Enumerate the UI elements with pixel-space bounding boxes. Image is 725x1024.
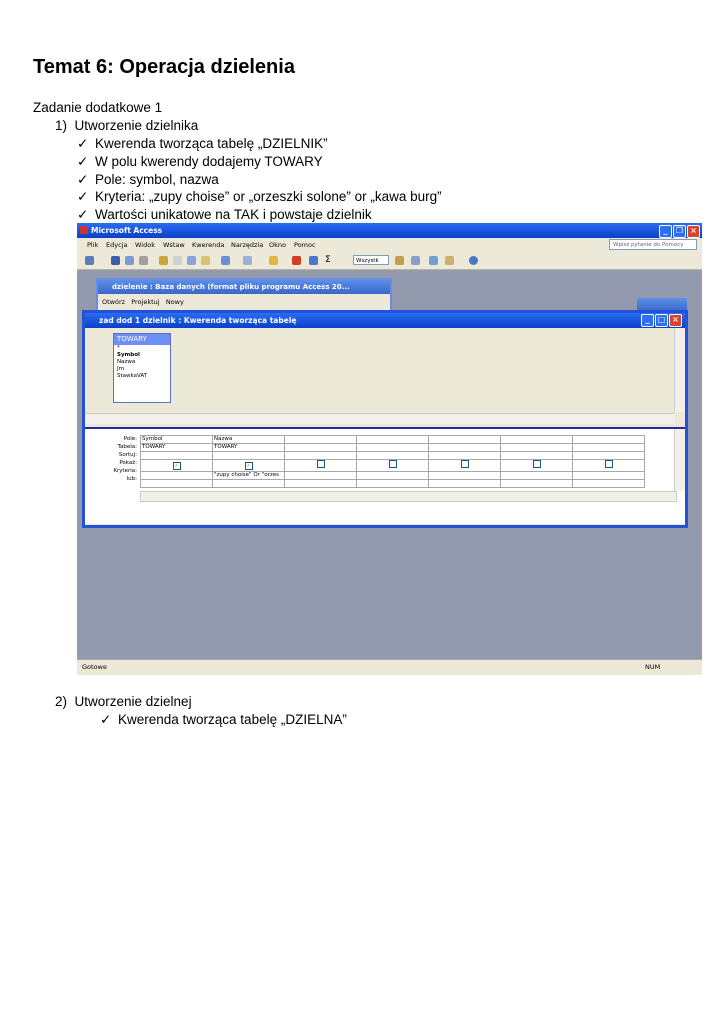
paste-icon[interactable] [201,256,210,265]
grid-cell[interactable]: Symbol [141,436,213,444]
show-cell [573,460,645,472]
top-values-combo[interactable]: Wszystk [353,255,389,265]
grid-cell[interactable]: "zupy choise" Or "orzes [213,472,285,480]
query-window-title: zad dod 1 dzielnik : Kwerenda tworząca tabelę [99,316,297,325]
access-screenshot [77,223,702,675]
app-title: Microsoft Access [91,226,163,235]
grid-cell[interactable] [357,444,429,452]
step-1-heading: 1) Utworzenie dzielnika [55,118,199,133]
print-icon[interactable] [125,256,134,265]
show-table-icon[interactable] [309,256,318,265]
menu-narzedzia[interactable]: Narzędzia [231,241,264,249]
design-grid [140,435,645,488]
grid-hscroll[interactable] [140,491,677,502]
field-jm[interactable]: Jm [117,366,124,372]
label-pole: Pole: [123,436,137,442]
toolbar [77,252,702,270]
table-towary[interactable] [113,333,171,403]
undo-icon[interactable] [221,256,230,265]
menu-plik[interactable]: Plik [87,241,99,249]
new-button[interactable]: Nowy [165,298,184,306]
table-pane-hscroll[interactable] [85,413,675,424]
show-cell [357,460,429,472]
grid-cell[interactable] [501,436,573,444]
label-pokaz: Pokaż: [119,460,137,466]
redo-icon[interactable] [243,256,252,265]
grid-cell[interactable] [573,436,645,444]
check-icon: ✓ [77,154,89,169]
show-checkbox[interactable] [389,460,397,468]
grid-cell[interactable] [501,480,573,488]
grid-cell[interactable] [141,452,213,460]
label-sortuj: Sortuj: [118,452,137,458]
step1-item-3: ✓ Kryteria: „zupy choise” or „orzeszki solone” or „kawa burg” [77,189,442,204]
field-stawkavat[interactable]: StawkaVAT [117,373,148,379]
grid-cell[interactable] [501,444,573,452]
preview-icon[interactable] [139,256,148,265]
menu-edycja[interactable]: Edycja [106,241,128,249]
menu-kwerenda[interactable]: Kwerenda [192,241,225,249]
grid-cell[interactable] [357,472,429,480]
field-nazwa[interactable]: Nazwa [117,359,136,365]
menu-widok[interactable]: Widok [135,241,155,249]
num-lock-indicator: NUM [645,663,661,671]
show-checkbox[interactable]: ✓ [246,462,251,469]
query-window [82,310,688,528]
table-pane-vscroll[interactable] [674,328,685,412]
grid-vscroll[interactable] [674,429,685,491]
label-lub: lub: [126,476,137,482]
query-maximize-button[interactable]: □ [655,314,668,327]
run-icon[interactable] [292,256,301,265]
show-cell [501,460,573,472]
step1-item-4: ✓ Wartości unikatowe na TAK i powstaje dzielnik [77,207,372,222]
save-icon[interactable] [111,256,120,265]
grid-cell[interactable] [429,452,501,460]
step2-item-0: ✓ Kwerenda tworząca tabelę „DZIELNA” [100,712,347,727]
query-type-icon[interactable] [269,256,278,265]
grid-cell[interactable] [501,472,573,480]
properties-icon[interactable] [395,256,404,265]
restore-button[interactable]: ❐ [673,225,686,238]
status-text: Gotowe [82,663,107,671]
check-icon: ✓ [77,136,89,151]
check-icon: ✓ [77,207,89,222]
check-icon: ✓ [100,712,112,727]
design-grid-pane [85,427,685,524]
totals-icon[interactable]: Σ [325,255,331,265]
field-symbol[interactable]: Symbol [117,352,140,358]
table-towary-name: TOWARY [114,334,170,345]
grid-cell[interactable] [285,436,357,444]
grid-cell[interactable] [213,452,285,460]
check-icon: ✓ [77,172,89,187]
grid-cell[interactable] [141,472,213,480]
show-cell [141,460,213,472]
grid-cell[interactable] [357,452,429,460]
step1-item-2: ✓ Pole: symbol, nazwa [77,172,219,187]
grid-cell[interactable] [285,480,357,488]
menu-okno[interactable]: Okno [269,241,286,249]
show-checkbox[interactable] [317,460,325,468]
query-close-button[interactable]: × [669,314,682,327]
spell-icon[interactable] [159,256,168,265]
grid-cell[interactable] [285,444,357,452]
view-icon[interactable] [85,256,94,265]
grid-cell[interactable] [141,480,213,488]
step1-item-1: ✓ W polu kwerendy dodajemy TOWARY [77,154,323,169]
grid-cell[interactable] [285,452,357,460]
cut-icon[interactable] [173,256,182,265]
show-checkbox[interactable] [533,460,541,468]
grid-cell[interactable]: Nazwa [213,436,285,444]
grid-cell[interactable] [573,480,645,488]
database-window-icon[interactable] [429,256,438,265]
grid-cell[interactable]: TOWARY [213,444,285,452]
query-window-titlebar [85,313,685,328]
label-tabela: Tabela: [117,444,137,450]
grid-cell[interactable] [429,436,501,444]
grid-cell[interactable] [357,480,429,488]
grid-cell[interactable] [429,472,501,480]
grid-cell[interactable]: TOWARY [141,444,213,452]
open-button[interactable]: Otwórz [102,298,126,306]
grid-row-labels [85,435,137,483]
show-checkbox[interactable] [605,460,613,468]
status-bar [77,659,702,675]
menu-pomoc[interactable]: Pomoc [294,241,316,249]
close-button[interactable]: × [687,225,700,238]
step1-item-0: ✓ Kwerenda tworząca tabelę „DZIELNIK” [77,136,328,151]
field-all[interactable]: * [117,345,120,351]
label-kryteria: Kryteria: [113,468,137,474]
grid-cell[interactable] [573,444,645,452]
design-button[interactable]: Projektuj [131,298,160,306]
minimize-button[interactable]: _ [659,225,672,238]
show-cell [285,460,357,472]
database-window-toolbar [102,298,184,306]
new-object-icon[interactable] [445,256,454,265]
access-key-icon [80,226,88,234]
menu-bar [77,238,702,252]
grid-cell[interactable] [573,452,645,460]
check-icon: ✓ [77,189,89,204]
table-pane [85,328,685,424]
step-2-heading: 2) Utworzenie dzielnej [55,694,192,709]
page-title: Temat 6: Operacja dzielenia [33,56,295,78]
help-search-input[interactable]: Wpisz pytanie do Pomocy [609,239,697,250]
show-cell [213,460,285,472]
menu-wstaw[interactable]: Wstaw [163,241,185,249]
grid-cell[interactable] [429,444,501,452]
copy-icon[interactable] [187,256,196,265]
build-icon[interactable] [411,256,420,265]
grid-cell[interactable] [357,436,429,444]
grid-cell[interactable] [285,472,357,480]
grid-cell[interactable] [573,472,645,480]
database-window-titlebar [98,280,390,294]
grid-cell[interactable] [213,480,285,488]
query-minimize-button[interactable]: _ [641,314,654,327]
show-checkbox[interactable]: ✓ [174,462,179,469]
task-heading: Zadanie dodatkowe 1 [33,100,163,115]
show-cell [429,460,501,472]
grid-cell[interactable] [501,452,573,460]
help-icon[interactable] [469,256,478,265]
grid-cell[interactable] [429,480,501,488]
app-titlebar [77,223,702,238]
show-checkbox[interactable] [461,460,469,468]
database-window-title: dzielenie : Baza danych (format pliku programu Access 20... [112,283,350,291]
